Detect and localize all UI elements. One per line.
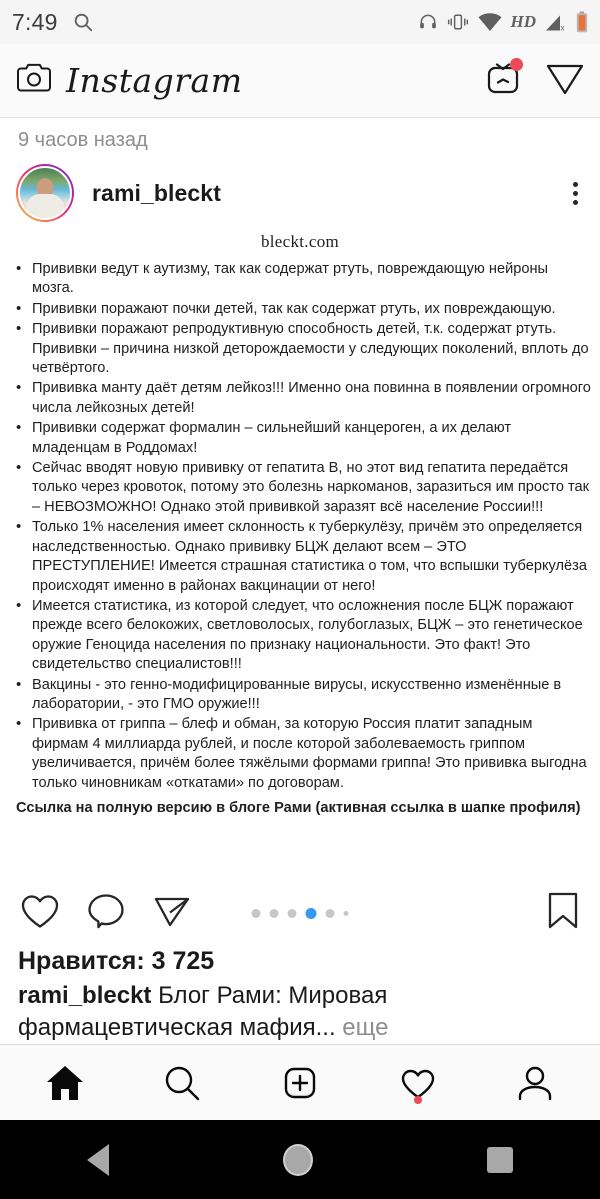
nav-activity[interactable] bbox=[378, 1053, 458, 1113]
vibrate-icon bbox=[447, 12, 469, 32]
search-icon[interactable] bbox=[72, 11, 94, 33]
nav-home[interactable] bbox=[25, 1053, 105, 1113]
post-timestamp: 9 часов назад bbox=[0, 118, 600, 162]
status-bar bbox=[0, 0, 600, 44]
carousel-dot bbox=[288, 909, 297, 918]
post-image-bullet: • Вакцины - это генно-модифицированные вирусы, искусственно изменённые в лаборатории, - это ГМО оружие!!! bbox=[14, 676, 592, 715]
nav-search[interactable] bbox=[142, 1053, 222, 1113]
post-image-bullet: • Прививка от гриппа – блеф и обман, за которую Россия платит западным фирмам 4 миллиарда рублей, и после которой заболеваемость гриппом увеличивается, причём более тяжёлыми формами гриппа! Это прививка выгодна только чиновникам «откатами» по договорам. bbox=[14, 715, 592, 793]
post-username[interactable]: rami_bleckt bbox=[92, 179, 221, 206]
nav-add-post[interactable] bbox=[260, 1053, 340, 1113]
wifi-icon bbox=[478, 13, 502, 32]
heart-icon[interactable] bbox=[20, 892, 60, 935]
signal-off-icon bbox=[545, 13, 567, 32]
post-image-title: bleckt.com bbox=[260, 232, 340, 251]
post-image[interactable] bbox=[0, 224, 600, 881]
post-image-footer: Ссылка на полную версию в блоге Рами (активная ссылка в шапке профиля) bbox=[16, 799, 581, 816]
carousel-dot bbox=[344, 911, 349, 916]
post-header bbox=[0, 162, 600, 224]
instagram-logo: Instagram bbox=[66, 61, 243, 100]
carousel-dot bbox=[252, 909, 261, 918]
carousel-indicator bbox=[252, 908, 349, 919]
post-image-bullet: • Имеется статистика, из которой следует, что осложнения после БЦЖ поражают прежде всего белокожих, светловолосых, голубоглазых, БЦЖ – это генетическое оружие Геноцида населения по признаку национальности. Это факт! Это свидетельство специалистов!!! bbox=[14, 597, 592, 675]
activity-notification-badge bbox=[414, 1096, 422, 1104]
igtv-icon[interactable] bbox=[486, 61, 520, 100]
headphones-icon bbox=[418, 12, 438, 32]
caption-more-link[interactable]: еще bbox=[335, 1014, 389, 1042]
carousel-dot bbox=[326, 909, 335, 918]
bookmark-icon[interactable] bbox=[546, 891, 580, 936]
hd-label: HD bbox=[510, 12, 536, 31]
more-options-icon[interactable] bbox=[567, 176, 584, 211]
avatar-image bbox=[18, 166, 72, 220]
post-image-bullet: • Прививка манту даёт детям лейкоз!!! Именно она повинна в появлении огромного числа лейкозных детей! bbox=[14, 379, 592, 418]
post-image-bullet-list bbox=[8, 260, 592, 794]
post-image-bullet: • Прививки ведут к аутизму, так как содержат ртуть, повреждающую нейроны мозга. bbox=[14, 260, 592, 299]
nav-profile[interactable] bbox=[495, 1053, 575, 1113]
back-button[interactable] bbox=[87, 1144, 109, 1176]
direct-message-icon[interactable] bbox=[546, 60, 584, 101]
carousel-dot bbox=[306, 908, 317, 919]
bottom-navigation bbox=[0, 1044, 600, 1120]
comment-icon[interactable] bbox=[86, 892, 126, 935]
likes-count[interactable]: Нравится: 3 725 bbox=[18, 947, 215, 976]
post-image-bullet: • Прививки поражают репродуктивную способность детей, т.к. содержат ртуть. Прививки – причина низкой деторождаемости у следующих поколений, вплоть до четвёртого. bbox=[14, 320, 592, 378]
android-navigation-bar bbox=[0, 1120, 600, 1199]
camera-icon[interactable] bbox=[16, 62, 52, 99]
caption-username[interactable]: rami_bleckt bbox=[18, 982, 152, 1010]
share-icon[interactable] bbox=[152, 892, 192, 935]
status-bar-clock: 7:49 bbox=[12, 8, 58, 35]
status-bar-right bbox=[418, 11, 589, 33]
caption-text: Блог Рами: Мировая фармацевтическая мафия... bbox=[18, 982, 388, 1042]
post-caption bbox=[0, 976, 600, 1044]
post-image-bullet: • Прививки поражают почки детей, так как содержат ртуть, их повреждающую. bbox=[14, 300, 592, 319]
post-image-bullet: • Сейчас вводят новую прививку от гепатита В, но этот вид гепатита передаётся только через кровоток, потому это болезнь наркоманов, заразиться им просто так – НЕВОЗМОЖНО! Однако этой прививкой заразят всё население России!!! bbox=[14, 459, 592, 517]
carousel-dot bbox=[270, 909, 279, 918]
post-image-bullet: • Только 1% населения имеет склонность к туберкулёзу, причём это определяется наследственностью. Однако прививку БЦЖ делают всем – ЭТО ПРЕСТУПЛЕНИЕ! Имеется страшная статистика о том, что вспышки туберкулёза происходят именно в районах вакцинации от него! bbox=[14, 518, 592, 596]
avatar[interactable] bbox=[16, 164, 74, 222]
post-image-bullet: • Прививки содержат формалин – сильнейший канцероген, а их делают младенцам в Роддомах! bbox=[14, 419, 592, 458]
status-bar-left bbox=[12, 9, 94, 36]
svg-text:x: x bbox=[560, 23, 565, 32]
avatar-shirt bbox=[26, 194, 64, 218]
home-button[interactable] bbox=[283, 1144, 313, 1176]
post-action-bar bbox=[0, 881, 600, 945]
header-actions bbox=[486, 60, 584, 101]
app-header bbox=[0, 44, 600, 118]
igtv-notification-badge bbox=[510, 58, 523, 71]
post-action-left bbox=[20, 892, 192, 935]
recents-button[interactable] bbox=[487, 1147, 513, 1173]
battery-icon bbox=[576, 11, 588, 33]
